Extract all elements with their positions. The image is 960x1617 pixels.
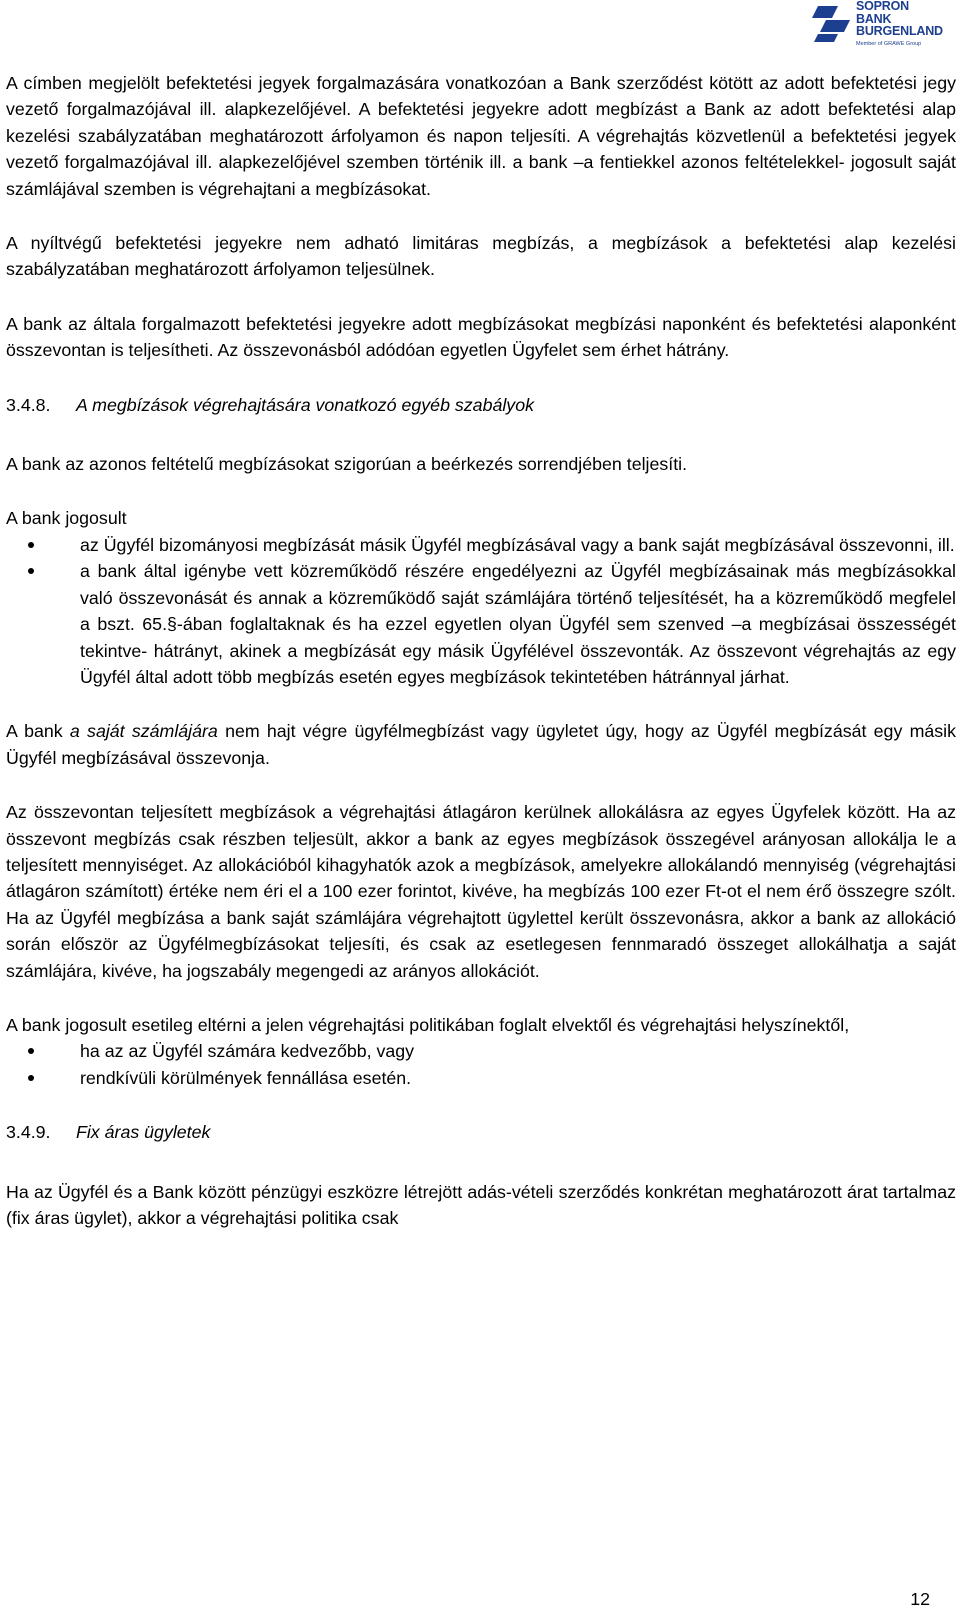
bullet-list-2 <box>6 1038 956 1091</box>
paragraph-5: A bank jogosult <box>6 508 127 529</box>
paragraph-9: Ha az Ügyfél és a Bank között pénzügyi eszközre létrejött adás-vételi szerződés konkrétan meghatározott árat tartalmaz (fix áras ügylet), akkor a végrehajtási politika csak <box>6 1181 956 1228</box>
section-heading-3-4-9 <box>6 1119 956 1145</box>
page-number: 12 <box>910 1589 930 1609</box>
logo-wordmark <box>856 0 943 38</box>
logo-member-text: Member of GRAWE Group <box>856 41 922 47</box>
paragraph-6-start: A bank <box>6 721 70 742</box>
paragraph-6-end: nem hajt végre ügyfélmegbízást vagy ügyletet úgy, hogy az Ügyfél megbízását egy másik Ügyfél megbízásával összevonja. <box>6 721 956 768</box>
document-body <box>6 70 956 1231</box>
section-title: A megbízások végrehajtására vonatkozó egyéb szabályok <box>76 394 534 415</box>
paragraph-7: Az összevontan teljesített megbízások a végrehajtási átlagáron kerülnek allokálásra az egyes Ügyfelek között. Ha az összevont megbízás csak részben teljesült, akkor a bank az egyes megbízások összegével arányosan allokálja le a teljesített mennyiséget. Az allokációból kihagyhatók azok a megbízások, amelyekre allokálandó mennyiség (végrehajtási átlagáron számított) értéke nem éri el a 100 ezer forintot, kivéve, ha megbízás 100 ezer Ft-ot el nem érő összegre szólt. Ha az Ügyfél megbízása a bank saját számlájára végrehajtott ügylettel került összevonásra, akkor a bank az allokáció során először az Ügyfélmegbízásokat teljesíti, és csak az esetlegesen fennmaradó összeget allokálhatja a saját számlájára, kivéve, ha jogszabály megengedi az arányos allokációt. <box>6 802 956 981</box>
list-item: a bank által igénybe vett közreműködő részére engedélyezni az Ügyfél megbízásainak más megbízásokkal való összevonását és annak a közreműködő saját számlájára történő teljesítését, ha a közreműködő megfelel a bszt. 65.§-ában foglaltaknak és ha ezzel egyetlen olyan Ügyfél sem szenved –a megbízásai összességét tekintve- hátrányt, akinek a megbízását egy másik Ügyfélével összevonták. Az összevont végrehajtás az egy Ügyfél által adott több megbízás esetén egyes megbízások tekintetében hátránnyal járhat. <box>6 558 956 690</box>
bank-logo <box>812 0 960 52</box>
logo-line-3: BURGENLAND <box>856 24 943 38</box>
logo-line-2: BANK <box>856 11 892 26</box>
section-title: Fix áras ügyletek <box>76 1122 211 1143</box>
paragraph-8: A bank jogosult esetileg eltérni a jelen végrehajtási politikában foglalt elvektől és végrehajtási helyszínektől, <box>6 1014 850 1035</box>
logo-line-1: SOPRON <box>856 0 909 13</box>
section-number: 3.4.9. <box>6 1122 51 1143</box>
logo-mark-icon <box>812 0 852 44</box>
paragraph-3: A bank az általa forgalmazott befektetési jegyekre adott megbízásokat megbízási naponként és befektetési alaponként összevontan is teljesítheti. Az összevonásból adódóan egyetlen Ügyfelet sem érhet hátrány. <box>6 313 956 361</box>
paragraph-4: A bank az azonos feltételű megbízásokat szigorúan a beérkezés sorrendjében teljesíti. <box>6 454 688 475</box>
list-item: az Ügyfél bizományosi megbízását másik Ügyfél megbízásával vagy a bank saját megbízásával összevonni, ill. <box>6 532 956 558</box>
section-number: 3.4.8. <box>6 394 51 415</box>
paragraph-6 <box>6 718 956 771</box>
paragraph-6-emphasis: a saját számlájára <box>69 721 218 742</box>
section-heading-3-4-8 <box>6 392 956 418</box>
list-item: rendkívüli körülmények fennállása esetén. <box>6 1065 956 1091</box>
paragraph-1: A címben megjelölt befektetési jegyek forgalmazására vonatkozóan a Bank szerződést kötött az adott befektetési jegy vezető forgalmazójával ill. alapkezelőjével. A befektetési jegyekre adott megbízást a Bank az adott befektetési alap kezelési szabályzatában meghatározott árfolyamon és napon teljesíti. A végrehajtás közvetlenül a befektetési jegyek vezető forgalmazójával ill. alapkezelőjével szemben történik ill. a bank –a fentiekkel azonos feltételekkel- jogosult saját számlájával szemben is végrehajtani a megbízásokat. <box>6 73 956 199</box>
list-item: ha az az Ügyfél számára kedvezőbb, vagy <box>6 1038 956 1064</box>
bullet-list-1 <box>6 532 956 690</box>
paragraph-2: A nyíltvégű befektetési jegyekre nem adható limitáras megbízás, a megbízások a befektetési alap kezelési szabályzatában meghatározott árfolyamon teljesülnek. <box>6 233 956 280</box>
